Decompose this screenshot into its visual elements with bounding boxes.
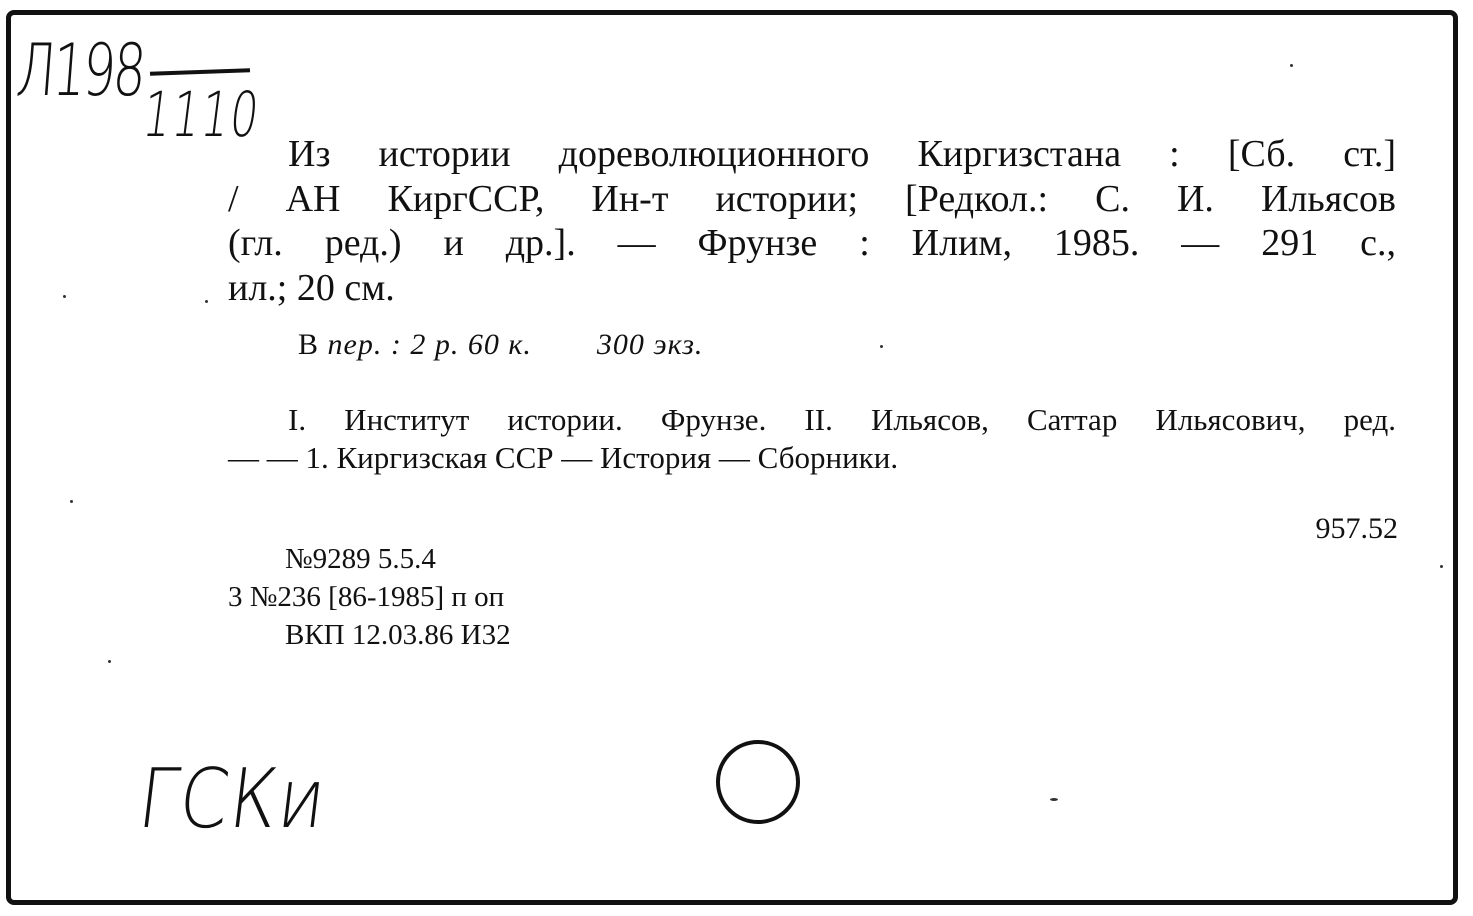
tracing-line: I. Институт истории. Фрунзе. II. Ильясов, Саттар Ильясович, ред.: [288, 402, 1396, 437]
binding-price: пер. : 2 р. 60 к.: [327, 328, 532, 361]
speck: [70, 500, 73, 503]
speck: [205, 300, 208, 303]
bibliographic-entry: [228, 132, 1396, 310]
speck: [1050, 798, 1058, 801]
speck: [63, 295, 66, 298]
entry-line: Из истории дореволюционного Киргизстана : [Сб. ст.]: [288, 133, 1396, 175]
speck: [1290, 64, 1293, 67]
binding-label: В: [298, 328, 320, 361]
price-line: [298, 328, 703, 362]
speck: [108, 660, 111, 663]
accession-info: [228, 540, 511, 654]
accession-line: 3 №236 [86-1985] п оп: [228, 581, 505, 613]
entry-line: (гл. ред.) и др.]. — Фрунзе : Илим, 1985. — 291 с.,: [228, 222, 1396, 264]
handwritten-call-number: Л198: [13, 28, 147, 112]
punch-hole-circle: [716, 740, 800, 824]
tracings: [228, 401, 1396, 477]
copies-count: 300 экз.: [596, 328, 704, 361]
accession-line: №9289 5.5.4: [285, 543, 436, 575]
classification-number: 957.52: [1315, 512, 1398, 545]
speck: [880, 345, 883, 348]
speck: [1440, 565, 1443, 568]
entry-line: ил.; 20 см.: [228, 266, 395, 309]
accession-line: ВКП 12.03.86 И32: [285, 619, 511, 651]
handwritten-call-number-sub: 1110: [138, 78, 265, 151]
tracing-line: — — 1. Киргизская ССР — История — Сборники.: [228, 440, 899, 475]
handwritten-bottom-mark: ГСКи: [133, 752, 333, 847]
entry-line: / АН КиргССР, Ин-т истории; [Редкол.: С. И. Ильясов: [228, 177, 1396, 220]
